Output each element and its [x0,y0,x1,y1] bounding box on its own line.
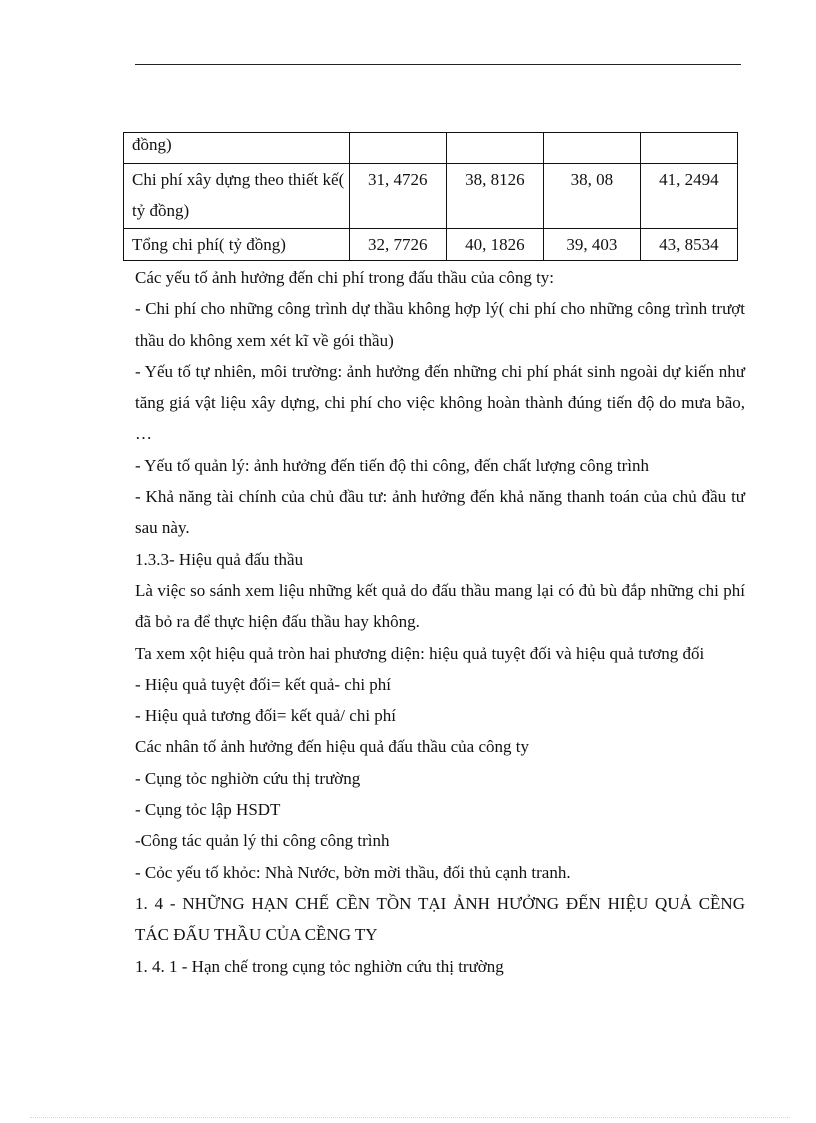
body-text [135,262,745,982]
table-cell [640,133,737,164]
table-cell: 43, 8534 [640,229,737,261]
table-row [124,164,738,229]
table-cell-label: Chi phí xây dựng theo thiết kế( tỷ đồng) [124,164,350,229]
list-item: - Hiệu quả tương đối= kết quả/ chi phí [135,706,397,726]
cost-table [123,132,738,261]
paragraph: - Yếu tố quản lý: ảnh hưởng đến tiến độ thi công, đến chất lượng công trình [135,455,650,475]
table-row [124,229,738,261]
table-cell: 39, 403 [543,229,640,261]
section-heading: 1. 4. 1 - Hạn chế trong cụng tỏc nghiờn cứu thị trường [135,956,504,976]
list-item: - Hiệu quả tuyệt đối= kết quả- chi phí [135,674,392,694]
list-item: - Cụng tỏc lập HSDT [135,800,281,820]
list-item: - Cỏc yếu tố khỏc: Nhà Nước, bờn mời thầu, đối thủ cạnh tranh. [135,862,571,882]
paragraph: - Yếu tố tự nhiên, môi trường: ảnh hưởng đến những chi phí phát sinh ngoài dự kiến như tăng giá vật liệu xây dựng, chi phí cho việc không hoàn thành đúng tiến độ do mưa bão, … [135,361,745,444]
header-rule [135,64,741,65]
section-heading: 1. 4 - NHỮNG HẠN CHẾ CỀN TỒN TẠI ẢNH HƯỞNG ĐẾN HIỆU QUẢ CỀNG TÁC ĐẤU THẦU CỦA CỀNG TY [135,893,745,945]
table-cell-label: đồng) [124,133,350,164]
paragraph: - Khả năng tài chính của chủ đầu tư: ảnh hưởng đến khả năng thanh toán của chủ đầu tư sau này. [135,487,745,538]
table-cell: 31, 4726 [349,164,446,229]
table-cell: 38, 08 [543,164,640,229]
table-cell: 41, 2494 [640,164,737,229]
paragraph: Các nhân tố ảnh hưởng đến hiệu quả đấu thầu của công ty [135,737,529,757]
table-cell: 32, 7726 [349,229,446,261]
footer-rule [30,1117,790,1118]
list-item: -Công tác quản lý thi công công trình [135,831,390,851]
paragraph: Là việc so sánh xem liệu những kết quả do đấu thầu mang lại có đủ bù đắp những chi phí đã bỏ ra để thực hiện đấu thầu hay không. [135,580,745,632]
section-heading: 1.3.3- Hiệu quả đấu thầu [135,549,304,569]
table-cell [446,133,543,164]
table-cell [543,133,640,164]
paragraph: Ta xem xột hiệu quả tròn hai phương diện: hiệu quả tuyệt đối và hiệu quả tương đối [135,643,705,663]
paragraph: Các yếu tố ảnh hưởng đến chi phí trong đấu thầu của công ty: [135,268,555,287]
table-cell: 40, 1826 [446,229,543,261]
paragraph: - Chi phí cho những công trình dự thầu không hợp lý( chi phí cho những công trình trượt thầu do không xem xét kĩ về gói thầu) [135,299,745,350]
list-item: - Cụng tỏc nghiờn cứu thị trường [135,768,361,788]
table-row [124,133,738,164]
table-cell: 38, 8126 [446,164,543,229]
table-cell [349,133,446,164]
table-cell-label: Tổng chi phí( tỷ đồng) [124,229,350,261]
